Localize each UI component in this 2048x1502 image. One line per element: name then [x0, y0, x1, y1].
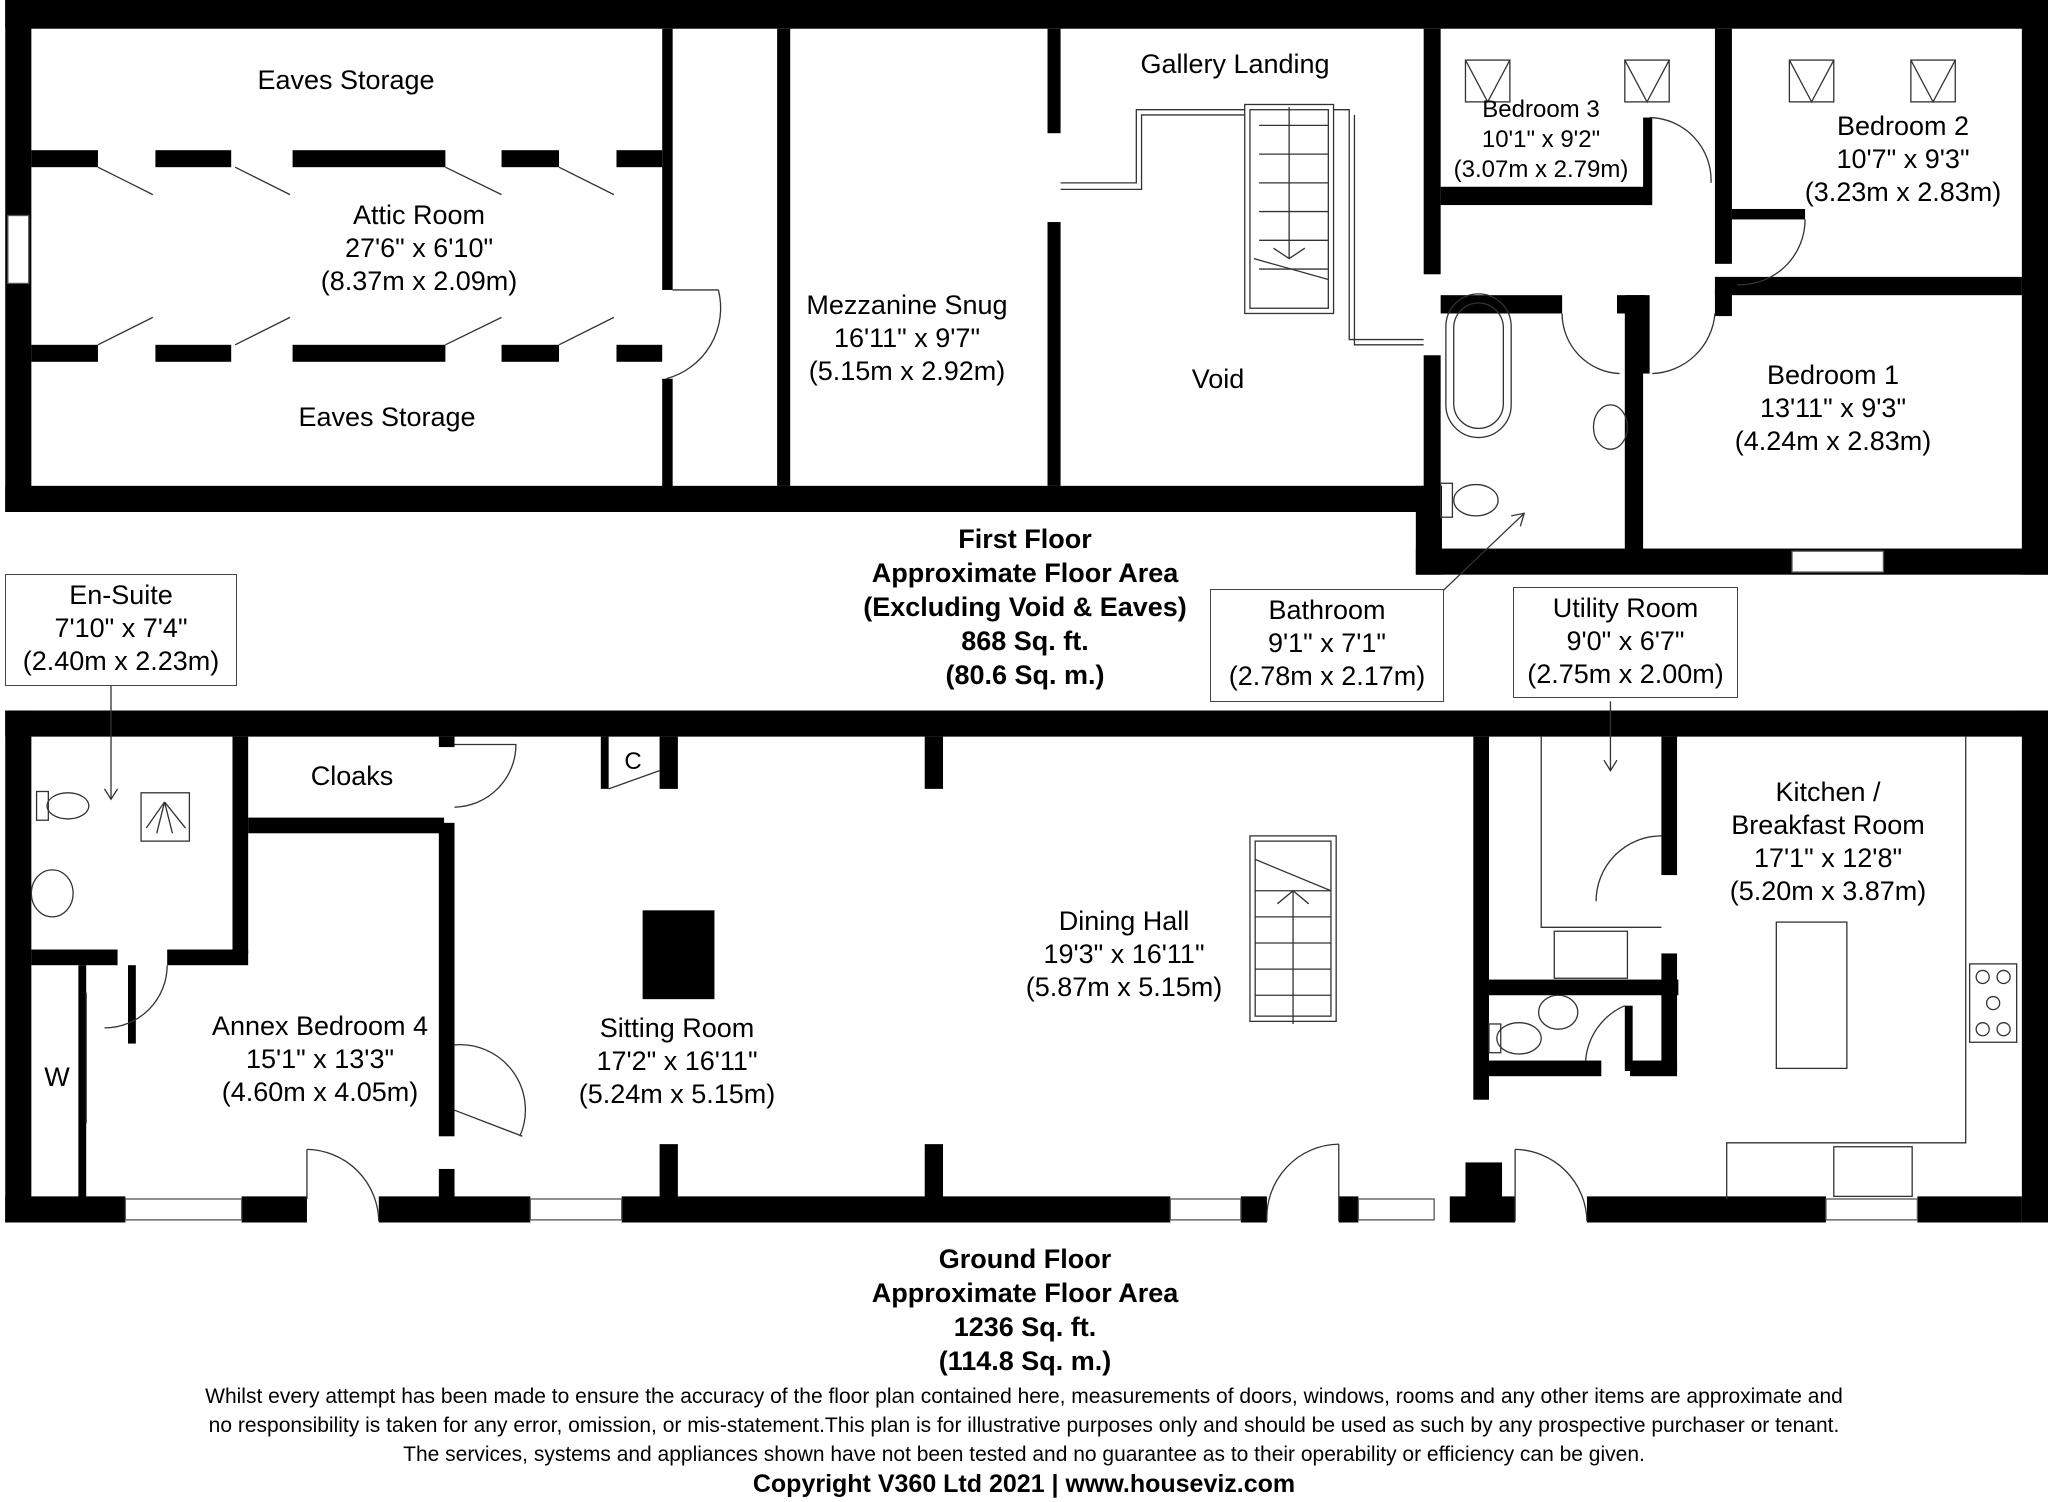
room-name: Bedroom 2: [1836, 111, 1970, 141]
area-sqm: (80.6 Sq. m.): [945, 660, 1105, 690]
room-metric: (5.87m x 5.15m): [1025, 972, 1223, 1002]
room-imperial: 10'1" x 9'2": [1481, 126, 1601, 153]
room-imperial: 13'11" x 9'3": [1759, 393, 1907, 423]
room-name: En-Suite: [69, 580, 173, 610]
room-metric: (3.07m x 2.79m): [1453, 156, 1629, 183]
area-title: First Floor: [958, 524, 1092, 554]
room-label-wardrobe: [44, 1061, 69, 1094]
room-label-gallery-landing: [1140, 48, 1329, 81]
room-name: Bedroom 1: [1766, 360, 1900, 390]
room-name: Kitchen /: [1775, 777, 1881, 807]
ground-floor-area-summary: [872, 1242, 1179, 1378]
room-imperial: 9'0" x 6'7": [1566, 626, 1685, 656]
room-metric: (2.78m x 2.17m): [1228, 661, 1426, 691]
room-label-utility-room: [1513, 587, 1738, 698]
room-label-eaves-storage-bottom: [298, 401, 475, 434]
room-name-line2: Breakfast Room: [1731, 810, 1925, 840]
area-subtitle: Approximate Floor Area: [871, 1278, 1179, 1308]
room-imperial: 15'1" x 13'3": [245, 1044, 395, 1074]
room-name: Eaves Storage: [298, 402, 476, 432]
room-label-void: [1192, 363, 1245, 396]
room-label-mezzanine-snug: [806, 289, 1007, 388]
first-floor-area-summary: [863, 522, 1187, 692]
room-name: Dining Hall: [1058, 906, 1190, 936]
room-name: Void: [1191, 364, 1245, 394]
room-metric: (2.75m x 2.00m): [1527, 659, 1724, 689]
area-title: Ground Floor: [938, 1244, 1112, 1274]
window-bedroom1: [1792, 551, 1883, 572]
room-name: Cloaks: [310, 761, 394, 791]
room-label-bathroom: [1210, 589, 1444, 702]
room-name: Mezzanine Snug: [806, 290, 1008, 320]
room-imperial: 19'3" x 16'11": [1043, 939, 1205, 969]
disclaimer: [0, 1382, 2048, 1469]
area-sqft: 868 Sq. ft.: [961, 626, 1089, 656]
room-metric: (5.24m x 5.15m): [578, 1079, 776, 1109]
room-metric: (4.60m x 4.05m): [221, 1077, 419, 1107]
room-label-attic-room: [321, 199, 518, 298]
disclaimer-line-1: Whilst every attempt has been made to ensure the accuracy of the floor plan contained here, measurements of doors, windows, rooms and any other items are approximate and: [205, 1385, 1843, 1408]
room-label-bedroom-1: [1735, 359, 1932, 458]
room-imperial: 9'1" x 7'1": [1267, 628, 1387, 658]
room-imperial: 16'11" x 9'7": [833, 323, 981, 353]
room-name: Eaves Storage: [257, 65, 435, 95]
area-sqft: 1236 Sq. ft.: [953, 1312, 1097, 1342]
room-name: Bathroom: [1268, 595, 1386, 625]
room-metric: (8.37m x 2.09m): [320, 266, 518, 296]
room-label-bedroom-2: [1805, 110, 2002, 209]
room-imperial: 17'2" x 16'11": [596, 1046, 758, 1076]
room-name: C: [624, 748, 642, 775]
room-label-en-suite: [5, 574, 237, 686]
room-name: Utility Room: [1552, 593, 1699, 623]
room-name: Gallery Landing: [1140, 49, 1330, 79]
copyright: Copyright V360 Ltd 2021 | www.houseviz.com: [752, 1470, 1296, 1498]
room-label-cloaks: [311, 760, 394, 793]
room-name: Attic Room: [352, 200, 486, 230]
chimney-breast: [643, 910, 715, 999]
area-subtitle: Approximate Floor Area: [871, 558, 1179, 588]
attic-eave-doors: [98, 60, 1955, 593]
room-label-dining-hall: [1026, 905, 1223, 1004]
room-label-eaves-storage-top: [257, 64, 434, 97]
room-imperial: 10'7" x 9'3": [1836, 144, 1970, 174]
window-attic: [8, 216, 29, 284]
room-label-annex-bedroom-4: [212, 1010, 428, 1109]
area-note: (Excluding Void & Eaves): [863, 592, 1187, 622]
room-metric: (4.24m x 2.83m): [1734, 426, 1932, 456]
disclaimer-line-2: no responsibility is taken for any error, omission, or mis-statement.This plan is for illustrative purposes only and should be used as such by any prospective purchaser or tenant.: [208, 1414, 1840, 1437]
area-sqm: (114.8 Sq. m.): [938, 1346, 1112, 1376]
room-imperial: 17'1" x 12'8": [1753, 843, 1903, 873]
room-label-bedroom-3: [1454, 95, 1629, 185]
disclaimer-line-3: The services, systems and appliances shown have not been tested and no guarantee as to their operability or efficiency can be given.: [403, 1443, 1645, 1466]
room-metric: (2.40m x 2.23m): [22, 646, 220, 676]
room-metric: (3.23m x 2.83m): [1804, 177, 2002, 207]
room-imperial: 7'10" x 7'4": [54, 613, 188, 643]
room-name: Annex Bedroom 4: [211, 1011, 429, 1041]
room-name: W: [44, 1062, 70, 1092]
room-imperial: 27'6" x 6'10": [344, 233, 494, 263]
room-label-kitchen: [1730, 776, 1927, 908]
room-name: Sitting Room: [599, 1013, 755, 1043]
room-metric: (5.20m x 3.87m): [1729, 876, 1927, 906]
room-metric: (5.15m x 2.92m): [808, 356, 1006, 386]
room-label-sitting-room: [579, 1012, 776, 1111]
room-name: Bedroom 3: [1482, 96, 1600, 123]
room-label-cupboard: [624, 745, 641, 778]
